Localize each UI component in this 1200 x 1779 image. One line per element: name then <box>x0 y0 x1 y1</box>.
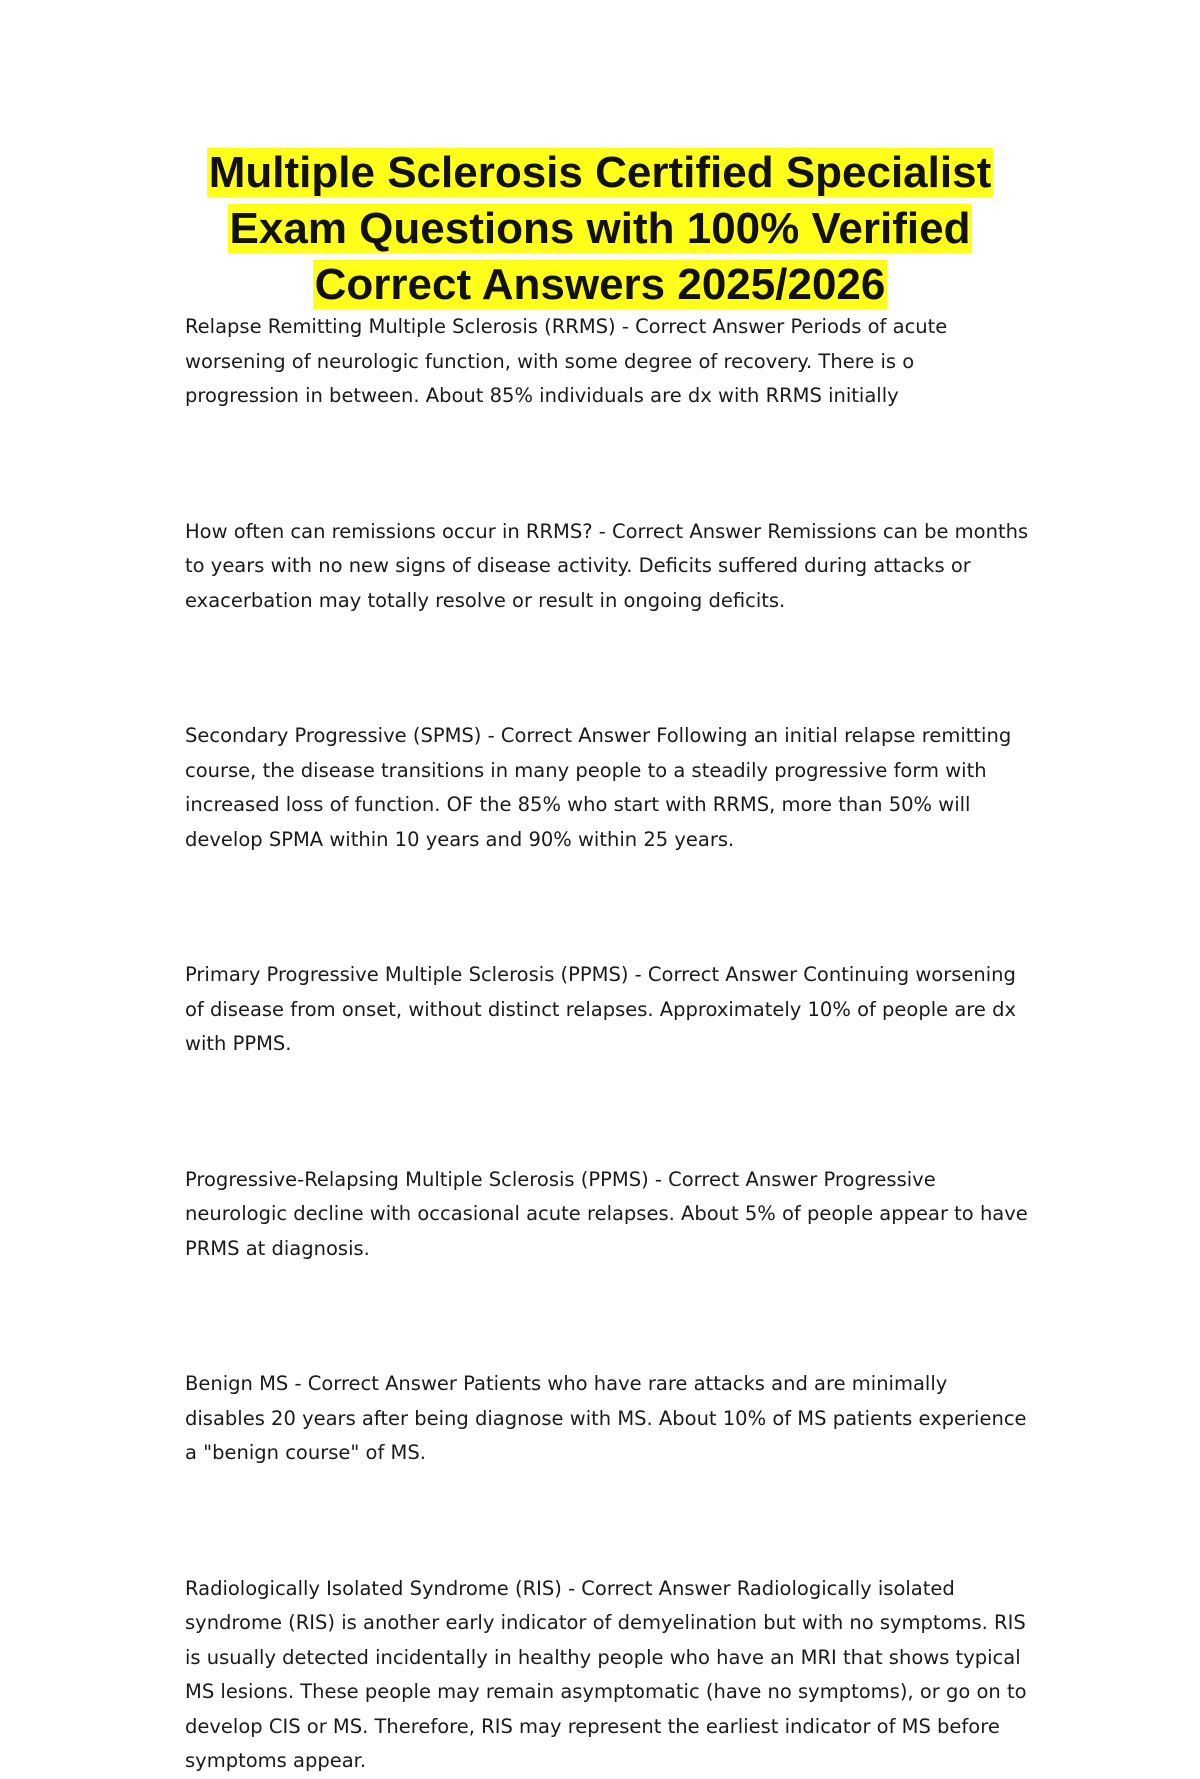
question-entry-rrms: Relapse Remitting Multiple Sclerosis (RRMS) - Correct Answer Periods of acute worsening of neurologic function, with some degree of recovery. There is o progression in between. About 85% individuals are dx with RRMS initially <box>185 315 948 407</box>
question-entry-benign-ms: Benign MS - Correct Answer Patients who have rare attacks and are minimally disables 20 years after being diagnose with MS. About 10% of MS patients experience a "benign course" of MS. <box>185 1372 1027 1464</box>
title-line-2: Exam Questions with 100% Verified <box>229 204 971 253</box>
question-entry-ris: Radiologically Isolated Syndrome (RIS) - Correct Answer Radiologically isolated syndrome (RIS) is another early indicator of demyelination but with no symptoms. RIS is usually detected incidentally in healthy people who have an MRI that shows typical MS lesions. These people may remain asymptomatic (have no symptoms), or go on to develop CIS or MS. Therefore, RIS may represent the earliest indicator of MS before symptoms appear. <box>185 1576 1027 1772</box>
question-entry-remissions: How often can remissions occur in RRMS? - Correct Answer Remissions can be months to years with no new signs of disease activity. Deficits suffered during attacks or exacerbation may totally resolve or result in ongoing deficits. <box>185 519 1029 612</box>
document-title <box>180 145 1020 313</box>
question-entry-spms: Secondary Progressive (SPMS) - Correct Answer Following an initial relapse remitting course, the disease transitions in many people to a steadily progressive form with increased loss of function. OF the 85% who start with RRMS, more than 50% will develop SPMA within 10 years and 90% within 25 years. <box>185 724 1012 851</box>
title-line-1: Multiple Sclerosis Certified Specialist <box>208 148 992 197</box>
title-line-3: Correct Answers 2025/2026 <box>314 260 886 309</box>
question-entry-ppms: Primary Progressive Multiple Sclerosis (PPMS) - Correct Answer Continuing worsening of disease from onset, without distinct relapses. Approximately 10% of people are dx with PPMS. <box>185 963 1017 1055</box>
question-list <box>185 310 1030 1779</box>
question-entry-prms: Progressive-Relapsing Multiple Sclerosis (PPMS) - Correct Answer Progressive neurologic decline with occasional acute relapses. About 5% of people appear to have PRMS at diagnosis. <box>185 1167 1028 1260</box>
